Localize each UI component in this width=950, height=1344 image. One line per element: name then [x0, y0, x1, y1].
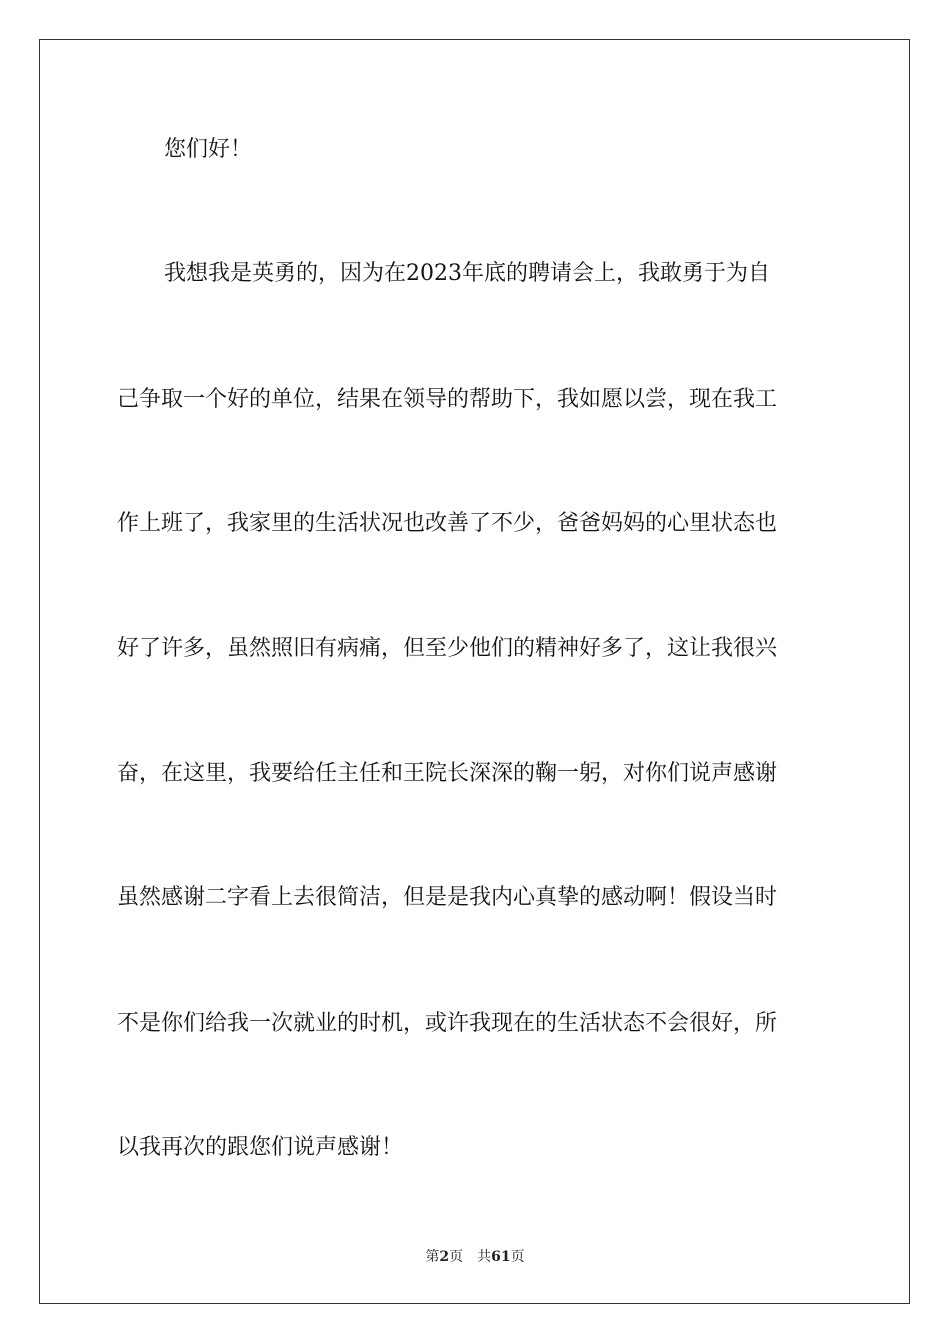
text-line-greeting: 您们好！ — [164, 137, 253, 162]
page-suffix: 页 — [449, 1249, 464, 1265]
text-line: 虽然感谢二字看上去很简洁，但是是我内心真挚的感动啊！假设当时 — [117, 885, 778, 910]
text-line: 以我再次的跟您们说声感谢！ — [117, 1135, 404, 1160]
page-prefix: 第 — [425, 1249, 440, 1265]
text-line: 奋，在这里，我要给任主任和王院长深深的鞠一躬，对你们说声感谢 — [117, 761, 778, 786]
text-line: 我想我是英勇的，因为在2023年底的聘请会上，我敢勇于为自 — [164, 261, 770, 286]
total-pages: 61 — [491, 1249, 511, 1265]
page-number: 2 — [439, 1249, 450, 1265]
text-line: 作上班了，我家里的生活状况也改善了不少，爸爸妈妈的心里状态也 — [117, 511, 778, 536]
page-border — [39, 39, 910, 1304]
total-prefix: 共 — [477, 1249, 492, 1265]
total-suffix: 页 — [510, 1249, 525, 1265]
text-line: 己争取一个好的单位，结果在领导的帮助下，我如愿以尝，现在我工 — [117, 387, 778, 412]
text-line: 不是你们给我一次就业的时机，或许我现在的生活状态不会很好，所 — [117, 1011, 778, 1036]
page-footer — [0, 1246, 950, 1266]
text-line: 好了许多，虽然照旧有病痛，但至少他们的精神好多了，这让我很兴 — [117, 636, 778, 661]
